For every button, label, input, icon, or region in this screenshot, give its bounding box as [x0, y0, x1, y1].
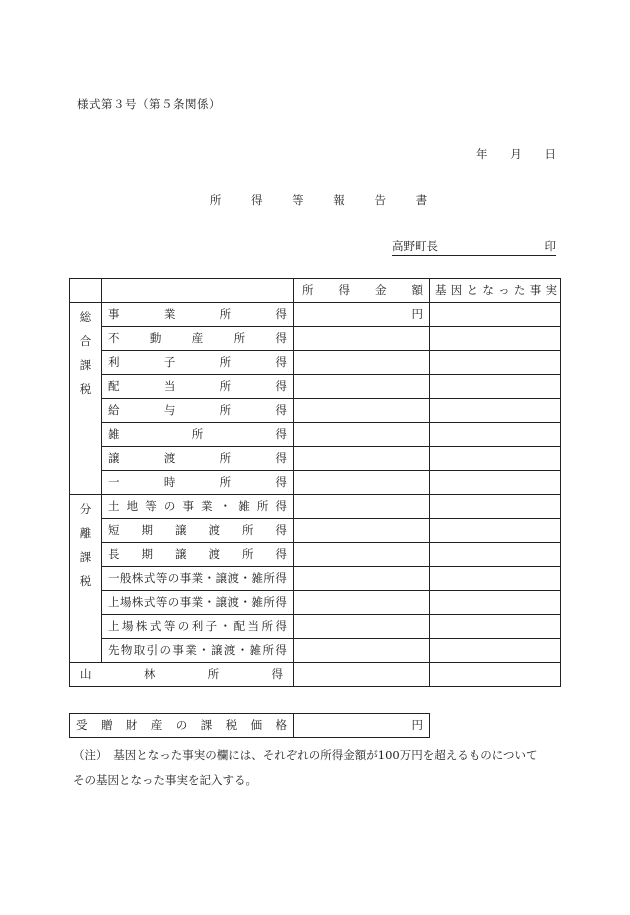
fact-field[interactable] — [430, 375, 561, 399]
day-label: 日 — [544, 147, 556, 161]
fact-field[interactable] — [430, 327, 561, 351]
income-type-label: 先 物 取 引 の 事 業 ・ 譲 渡 ・ 雑 所 得 — [102, 639, 294, 663]
amount-field[interactable] — [294, 471, 430, 495]
group-label: 分 離 課 税 — [70, 495, 102, 663]
income-row — [70, 519, 561, 543]
income-type-label: 雑 所 得 — [102, 423, 294, 447]
month-label: 月 — [510, 147, 522, 161]
date-line — [476, 146, 556, 162]
income-type-label: 事 業 所 得 — [102, 303, 294, 327]
fact-field[interactable] — [430, 519, 561, 543]
income-type-label: 利 子 所 得 — [102, 351, 294, 375]
amount-field[interactable] — [294, 591, 430, 615]
income-row — [70, 639, 561, 663]
income-row — [70, 567, 561, 591]
income-row — [70, 375, 561, 399]
income-row — [70, 423, 561, 447]
amount-field[interactable] — [294, 327, 430, 351]
amount-field[interactable] — [294, 375, 430, 399]
income-row — [70, 303, 561, 327]
addressee-name: 高野町長 — [392, 239, 438, 253]
income-type-label: 一 般 株 式 等 の 事 業 ・ 譲 渡 ・ 雑 所 得 — [102, 567, 294, 591]
header-blank-1 — [70, 279, 102, 303]
fact-field[interactable] — [430, 423, 561, 447]
fact-field[interactable] — [430, 399, 561, 423]
fact-field[interactable] — [430, 543, 561, 567]
forestry-fact-field[interactable] — [430, 663, 561, 687]
form-number: 様式第３号（第５条関係） — [77, 97, 221, 111]
income-type-label: 配 当 所 得 — [102, 375, 294, 399]
income-type-label: 不 動 産 所 得 — [102, 327, 294, 351]
amount-field[interactable] — [294, 519, 430, 543]
header-blank-2 — [102, 279, 294, 303]
year-label: 年 — [476, 147, 488, 161]
forestry-amount-field[interactable] — [294, 663, 430, 687]
forestry-row — [70, 663, 561, 687]
header-amount: 所 得 金 額 — [294, 279, 430, 303]
income-row — [70, 399, 561, 423]
note-line-2: その基因となった事実を記入する。 — [73, 773, 257, 787]
gift-amount-field[interactable]: 円 — [294, 714, 430, 738]
income-row — [70, 495, 561, 519]
income-type-label: 一 時 所 得 — [102, 471, 294, 495]
income-row — [70, 351, 561, 375]
amount-field[interactable] — [294, 639, 430, 663]
fact-field[interactable] — [430, 447, 561, 471]
amount-field[interactable] — [294, 495, 430, 519]
income-row — [70, 615, 561, 639]
seal-mark: 印 — [544, 239, 556, 253]
amount-field[interactable] — [294, 567, 430, 591]
gift-label: 受 贈 財 産 の 課 税 価 格 — [70, 714, 294, 738]
fact-field[interactable] — [430, 615, 561, 639]
income-type-label: 上 場 株 式 等 の 事 業 ・ 譲 渡 ・ 雑 所 得 — [102, 591, 294, 615]
amount-field[interactable] — [294, 543, 430, 567]
amount-field[interactable] — [294, 447, 430, 471]
group-label: 総 合 課 税 — [70, 303, 102, 495]
income-type-label: 短 期 譲 渡 所 得 — [102, 519, 294, 543]
income-type-label: 上 場 株 式 等 の 利 子 ・ 配 当 所 得 — [102, 615, 294, 639]
gift-row — [70, 714, 430, 738]
document-title: 所 得 等 報 告 書 — [209, 193, 441, 207]
fact-field[interactable] — [430, 351, 561, 375]
note-line-1: （注） 基因となった事実の欄には、それぞれの所得金額が100万円を超えるものについて — [73, 748, 538, 762]
fact-field[interactable] — [430, 639, 561, 663]
header-row — [70, 279, 561, 303]
fact-field[interactable] — [430, 495, 561, 519]
income-type-label: 土 地 等 の 事 業 ・ 雑 所 得 — [102, 495, 294, 519]
amount-field[interactable] — [294, 615, 430, 639]
gift-table — [69, 713, 430, 738]
amount-field[interactable]: 円 — [294, 303, 430, 327]
fact-field[interactable] — [430, 303, 561, 327]
amount-field[interactable] — [294, 423, 430, 447]
header-fact: 基 因 と な っ た 事 実 — [430, 279, 561, 303]
income-row — [70, 591, 561, 615]
income-row — [70, 447, 561, 471]
income-type-label: 譲 渡 所 得 — [102, 447, 294, 471]
fact-field[interactable] — [430, 591, 561, 615]
income-type-label: 長 期 譲 渡 所 得 — [102, 543, 294, 567]
income-table — [69, 278, 561, 687]
income-type-label: 給 与 所 得 — [102, 399, 294, 423]
income-row — [70, 327, 561, 351]
income-row — [70, 543, 561, 567]
income-row — [70, 471, 561, 495]
fact-field[interactable] — [430, 567, 561, 591]
forestry-label: 山 林 所 得 — [70, 663, 294, 687]
amount-field[interactable] — [294, 399, 430, 423]
amount-field[interactable] — [294, 351, 430, 375]
addressee-line — [392, 238, 556, 256]
fact-field[interactable] — [430, 471, 561, 495]
